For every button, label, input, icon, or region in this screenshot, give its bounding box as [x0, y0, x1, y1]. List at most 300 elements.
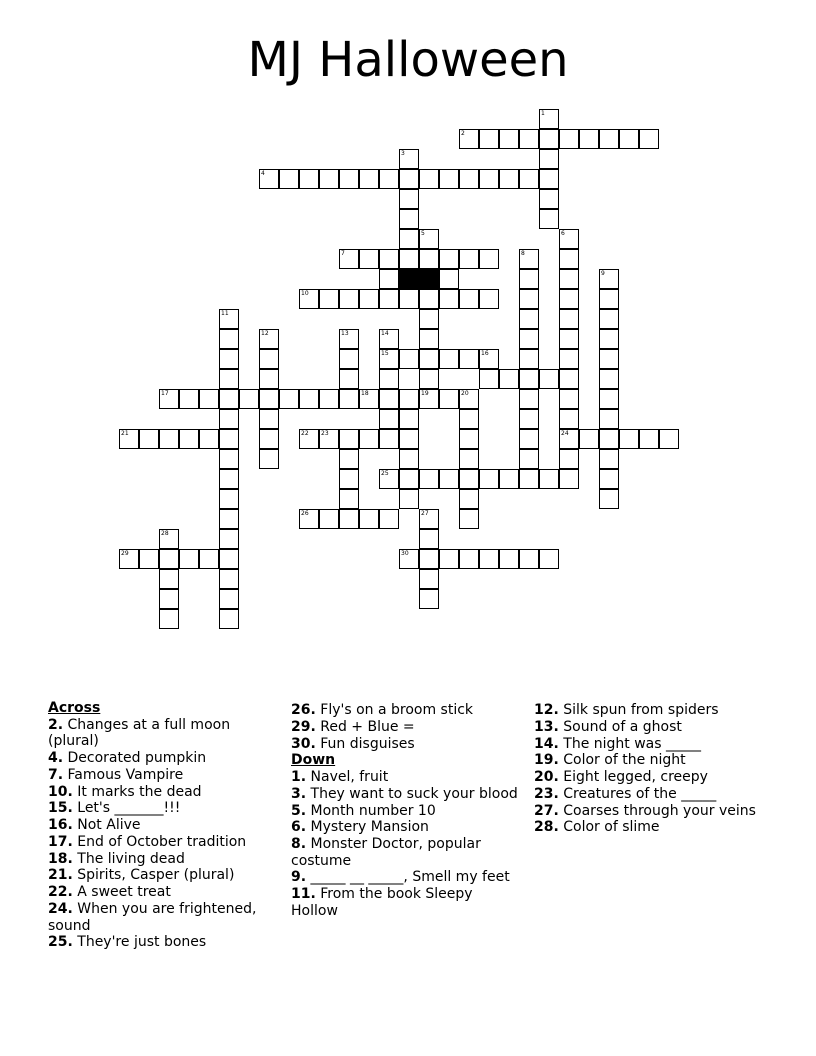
clue-number: 22. [48, 884, 73, 901]
grid-cell[interactable] [519, 409, 539, 429]
grid-cell[interactable] [339, 449, 359, 469]
grid-cell[interactable] [559, 289, 579, 309]
clues-column-1 [48, 700, 278, 951]
grid-cell[interactable] [599, 289, 619, 309]
grid-cell[interactable] [539, 149, 559, 169]
grid-cell[interactable] [299, 389, 319, 409]
grid-cell[interactable] [399, 449, 419, 469]
grid-cell[interactable] [219, 469, 239, 489]
clue-text: End of October tradition [72, 833, 247, 850]
grid-cell[interactable] [459, 469, 479, 489]
grid-cell[interactable] [399, 409, 419, 429]
grid-cell[interactable] [339, 389, 359, 409]
grid-cell[interactable] [599, 469, 619, 489]
grid-cell[interactable] [579, 129, 599, 149]
grid-cell[interactable] [359, 429, 379, 449]
grid-cell[interactable] [219, 489, 239, 509]
grid-cell[interactable] [419, 569, 439, 589]
grid-cell[interactable] [419, 289, 439, 309]
grid-cell[interactable] [379, 169, 399, 189]
grid-cell[interactable] [299, 169, 319, 189]
clue-number-label: 5 [421, 230, 425, 237]
grid-cell[interactable] [539, 189, 559, 209]
clue-number: 4. [48, 749, 64, 766]
grid-cell[interactable] [459, 349, 479, 369]
grid-cell[interactable] [419, 329, 439, 349]
grid-cell[interactable] [159, 549, 179, 569]
grid-cell[interactable] [219, 569, 239, 589]
clue-item [534, 702, 774, 719]
clue-text: From the book Sleepy Hollow [291, 886, 473, 919]
grid-cell[interactable] [379, 249, 399, 269]
grid-cell[interactable] [219, 549, 239, 569]
grid-cell[interactable] [319, 509, 339, 529]
grid-cell[interactable] [499, 169, 519, 189]
clue-number: 3. [291, 785, 307, 802]
clue-item [291, 869, 521, 886]
across-heading: Across [48, 700, 101, 716]
clue-number-label: 14 [381, 330, 389, 337]
clue-text: Famous Vampire [63, 766, 184, 783]
grid-cell[interactable] [419, 469, 439, 489]
grid-cell[interactable] [519, 129, 539, 149]
grid-cell[interactable] [559, 249, 579, 269]
clue-item [48, 800, 278, 817]
clue-item [291, 819, 521, 836]
clue-number: 30. [291, 735, 316, 752]
grid-cell[interactable] [459, 509, 479, 529]
grid-cell[interactable] [619, 129, 639, 149]
clue-text: A sweet treat [72, 884, 171, 901]
clue-number: 25. [48, 934, 73, 951]
clue-item [291, 786, 521, 803]
grid-cell[interactable] [399, 189, 419, 209]
grid-cell[interactable] [479, 169, 499, 189]
grid-cell[interactable] [519, 549, 539, 569]
clue-number: 11. [291, 886, 316, 903]
grid-cell[interactable] [259, 429, 279, 449]
grid-cell[interactable] [439, 469, 459, 489]
clue-number-label: 30 [401, 550, 409, 557]
clue-item [291, 719, 521, 736]
grid-cell[interactable] [379, 289, 399, 309]
clue-number-label: 28 [161, 530, 169, 537]
grid-cell[interactable] [259, 349, 279, 369]
clue-number-label: 12 [261, 330, 269, 337]
grid-cell[interactable] [199, 389, 219, 409]
grid-cell[interactable] [339, 369, 359, 389]
clue-text: Fun disguises [315, 735, 415, 752]
grid-cell[interactable] [459, 169, 479, 189]
grid-cell[interactable] [219, 389, 239, 409]
clue-text: _____ __ _____, Smell my feet [306, 869, 510, 886]
clue-number: 28. [534, 819, 559, 836]
grid-cell[interactable] [219, 369, 239, 389]
grid-cell[interactable] [279, 169, 299, 189]
clue-number-label: 4 [261, 170, 265, 177]
grid-cell[interactable] [399, 429, 419, 449]
grid-cell[interactable] [539, 549, 559, 569]
grid-cell[interactable] [339, 509, 359, 529]
grid-cell[interactable] [519, 349, 539, 369]
grid-cell[interactable] [399, 229, 419, 249]
clues-column-2 [291, 702, 521, 920]
clue-number-label: 3 [401, 150, 405, 157]
grid-cell[interactable] [559, 449, 579, 469]
grid-cell[interactable] [339, 429, 359, 449]
grid-cell[interactable] [379, 389, 399, 409]
clue-text: Decorated pumpkin [63, 749, 207, 766]
grid-cell[interactable] [139, 429, 159, 449]
clue-number: 17. [48, 833, 73, 850]
clue-number: 10. [48, 783, 73, 800]
clue-text: Spirits, Casper (plural) [72, 867, 235, 884]
grid-cell[interactable] [179, 429, 199, 449]
clue-number: 9. [291, 869, 307, 886]
clue-item [534, 803, 774, 820]
grid-cell[interactable] [499, 129, 519, 149]
clue-item [48, 717, 278, 750]
grid-cell[interactable] [399, 209, 419, 229]
grid-cell[interactable] [559, 269, 579, 289]
grid-cell[interactable] [519, 329, 539, 349]
clue-number-label: 23 [321, 430, 329, 437]
grid-cell[interactable] [659, 429, 679, 449]
clue-text: Silk spun from spiders [558, 702, 719, 718]
grid-cell[interactable] [419, 369, 439, 389]
clue-number: 8. [291, 836, 307, 853]
clue-number-label: 2 [461, 130, 465, 137]
grid-cell[interactable] [439, 349, 459, 369]
clue-number: 2. [48, 716, 64, 733]
grid-cell[interactable] [459, 489, 479, 509]
grid-cell[interactable] [519, 469, 539, 489]
clue-number: 6. [291, 819, 307, 836]
clue-text: It marks the dead [72, 783, 202, 800]
clue-number-label: 11 [221, 310, 229, 317]
grid-cell[interactable] [459, 409, 479, 429]
grid-cell[interactable] [259, 369, 279, 389]
grid-cell[interactable] [519, 449, 539, 469]
grid-cell[interactable] [419, 169, 439, 189]
clue-text: The night was _____ [558, 735, 701, 752]
clue-number-label: 18 [361, 390, 369, 397]
grid-cell[interactable] [459, 429, 479, 449]
clue-text: Sound of a ghost [558, 718, 682, 735]
grid-cell[interactable] [439, 269, 459, 289]
clue-number: 13. [534, 718, 559, 735]
grid-cell[interactable] [419, 529, 439, 549]
grid-cell[interactable] [479, 249, 499, 269]
grid-cell[interactable] [359, 169, 379, 189]
grid-cell-black [419, 269, 439, 289]
clue-number: 14. [534, 735, 559, 752]
clue-number-label: 19 [421, 390, 429, 397]
grid-cell[interactable] [219, 349, 239, 369]
grid-cell[interactable] [219, 429, 239, 449]
clue-number-label: 25 [381, 470, 389, 477]
grid-cell[interactable] [399, 469, 419, 489]
clue-number-label: 17 [161, 390, 169, 397]
clue-text: Red + Blue = [315, 718, 415, 735]
clue-number: 20. [534, 769, 559, 786]
clue-item [48, 901, 278, 934]
grid-cell[interactable] [319, 169, 339, 189]
clue-number-label: 22 [301, 430, 309, 437]
grid-cell[interactable] [419, 589, 439, 609]
clue-item [534, 769, 774, 786]
grid-cell[interactable] [339, 169, 359, 189]
grid-cell[interactable] [139, 549, 159, 569]
grid-cell[interactable] [219, 329, 239, 349]
grid-cell[interactable] [439, 389, 459, 409]
grid-cell[interactable] [319, 389, 339, 409]
grid-cell[interactable] [479, 549, 499, 569]
down-heading: Down [291, 752, 336, 769]
grid-cell[interactable] [499, 469, 519, 489]
clue-number: 26. [291, 702, 316, 718]
grid-cell[interactable] [159, 609, 179, 629]
grid-cell[interactable] [499, 549, 519, 569]
grid-cell[interactable] [519, 169, 539, 189]
grid-cell[interactable] [619, 429, 639, 449]
clue-text: Coarses through your veins [558, 802, 756, 819]
grid-cell[interactable] [599, 349, 619, 369]
grid-cell[interactable] [379, 429, 399, 449]
grid-cell[interactable] [519, 309, 539, 329]
grid-cell[interactable] [439, 249, 459, 269]
grid-cell[interactable] [479, 469, 499, 489]
grid-cell[interactable] [559, 369, 579, 389]
grid-cell[interactable] [599, 449, 619, 469]
clue-item [291, 702, 521, 719]
grid-cell[interactable] [399, 169, 419, 189]
clue-text: Mystery Mansion [306, 819, 429, 836]
clue-text: They want to suck your blood [306, 785, 518, 802]
clue-item [48, 851, 278, 868]
clue-number: 24. [48, 901, 73, 917]
clue-item [291, 803, 521, 820]
clue-text: The living dead [72, 850, 185, 867]
clue-number-label: 15 [381, 350, 389, 357]
grid-cell[interactable] [359, 289, 379, 309]
grid-cell[interactable] [379, 369, 399, 389]
clue-text: Creatures of the _____ [558, 785, 717, 802]
clue-item [48, 884, 278, 901]
grid-cell[interactable] [459, 289, 479, 309]
grid-cell[interactable] [559, 349, 579, 369]
grid-cell[interactable] [559, 409, 579, 429]
grid-cell[interactable] [399, 389, 419, 409]
grid-cell[interactable] [379, 509, 399, 529]
clue-item [291, 886, 521, 919]
grid-cell[interactable] [359, 509, 379, 529]
clue-number: 27. [534, 802, 559, 819]
grid-cell[interactable] [459, 249, 479, 269]
grid-cell[interactable] [259, 389, 279, 409]
grid-cell[interactable] [599, 409, 619, 429]
clue-text: Not Alive [72, 817, 141, 834]
clue-item [291, 836, 521, 869]
clue-item [534, 786, 774, 803]
grid-cell[interactable] [379, 409, 399, 429]
grid-cell[interactable] [379, 269, 399, 289]
clue-number: 16. [48, 817, 73, 834]
clue-number-label: 29 [121, 550, 129, 557]
clue-text: Changes at a full moon (plural) [48, 716, 231, 750]
grid-cell[interactable] [539, 369, 559, 389]
clue-item [534, 752, 774, 769]
grid-cell[interactable] [259, 449, 279, 469]
clue-number-label: 21 [121, 430, 129, 437]
grid-cell[interactable] [519, 269, 539, 289]
clue-text: Color of the night [558, 752, 686, 769]
grid-cell[interactable] [439, 169, 459, 189]
grid-cell[interactable] [599, 329, 619, 349]
grid-cell[interactable] [639, 129, 659, 149]
clue-number: 5. [291, 802, 307, 819]
grid-cell[interactable] [519, 429, 539, 449]
clue-item [48, 784, 278, 801]
grid-cell[interactable] [419, 249, 439, 269]
clue-text: Fly's on a broom stick [315, 702, 474, 718]
grid-cell[interactable] [499, 369, 519, 389]
puzzle-title: MJ Halloween [247, 32, 569, 88]
grid-cell[interactable] [559, 129, 579, 149]
grid-cell[interactable] [599, 369, 619, 389]
grid-cell[interactable] [599, 489, 619, 509]
clue-number-label: 1 [541, 110, 545, 117]
clue-number: 18. [48, 850, 73, 867]
clue-item [291, 736, 521, 753]
clue-item [48, 934, 278, 951]
grid-cell[interactable] [339, 349, 359, 369]
grid-cell[interactable] [219, 409, 239, 429]
grid-cell[interactable] [159, 429, 179, 449]
grid-cell[interactable] [559, 389, 579, 409]
clue-item [48, 750, 278, 767]
grid-cell[interactable] [219, 589, 239, 609]
grid-cell[interactable] [439, 549, 459, 569]
clue-text: Let's _______!!! [72, 800, 181, 817]
grid-cell[interactable] [279, 389, 299, 409]
clue-item [291, 769, 521, 786]
grid-cell[interactable] [539, 469, 559, 489]
grid-cell[interactable] [559, 329, 579, 349]
clue-number: 15. [48, 800, 73, 817]
clue-number-label: 10 [301, 290, 309, 297]
grid-cell[interactable] [339, 289, 359, 309]
grid-cell[interactable] [399, 249, 419, 269]
grid-cell[interactable] [539, 129, 559, 149]
grid-cell[interactable] [399, 489, 419, 509]
clue-item [48, 767, 278, 784]
clue-text: Navel, fruit [306, 768, 389, 785]
grid-cell[interactable] [599, 309, 619, 329]
clue-number-label: 16 [481, 350, 489, 357]
grid-cell[interactable] [419, 349, 439, 369]
grid-cell[interactable] [479, 369, 499, 389]
clue-number: 21. [48, 867, 73, 884]
grid-cell[interactable] [439, 289, 459, 309]
clue-number-label: 8 [521, 250, 525, 257]
clue-number: 7. [48, 766, 64, 783]
clue-number: 1. [291, 768, 307, 785]
grid-cell[interactable] [539, 169, 559, 189]
grid-cell[interactable] [599, 429, 619, 449]
grid-cell[interactable] [219, 509, 239, 529]
grid-cell[interactable] [339, 469, 359, 489]
grid-cell[interactable] [399, 349, 419, 369]
clue-number: 19. [534, 752, 559, 769]
grid-cell[interactable] [159, 589, 179, 609]
clue-item [48, 867, 278, 884]
clue-number-label: 24 [561, 430, 569, 437]
grid-cell-black [399, 269, 419, 289]
grid-cell[interactable] [559, 469, 579, 489]
clue-text: They're just bones [72, 934, 207, 951]
clue-number: 23. [534, 785, 559, 802]
clues-column-3 [534, 702, 774, 836]
clue-number-label: 27 [421, 510, 429, 517]
grid-cell[interactable] [219, 609, 239, 629]
grid-cell[interactable] [459, 549, 479, 569]
grid-cell[interactable] [519, 289, 539, 309]
grid-cell[interactable] [479, 129, 499, 149]
grid-cell[interactable] [579, 429, 599, 449]
clue-item [48, 817, 278, 834]
clue-text: Eight legged, creepy [558, 769, 708, 786]
clue-item [534, 819, 774, 836]
grid-cell[interactable] [319, 289, 339, 309]
clue-item [534, 719, 774, 736]
clue-item [48, 834, 278, 851]
grid-cell[interactable] [519, 369, 539, 389]
clue-text: Month number 10 [306, 802, 436, 819]
grid-cell[interactable] [199, 549, 219, 569]
grid-cell[interactable] [339, 489, 359, 509]
grid-cell[interactable] [159, 569, 179, 589]
grid-cell[interactable] [459, 449, 479, 469]
grid-cell[interactable] [599, 389, 619, 409]
grid-cell[interactable] [519, 389, 539, 409]
grid-cell[interactable] [359, 249, 379, 269]
grid-cell[interactable] [599, 129, 619, 149]
clue-item [534, 736, 774, 753]
grid-cell[interactable] [419, 309, 439, 329]
grid-cell[interactable] [219, 529, 239, 549]
grid-cell[interactable] [239, 389, 259, 409]
clue-number: 29. [291, 718, 316, 735]
grid-cell[interactable] [639, 429, 659, 449]
clue-number-label: 13 [341, 330, 349, 337]
grid-cell[interactable] [199, 429, 219, 449]
grid-cell[interactable] [179, 549, 199, 569]
clue-number: 12. [534, 702, 559, 718]
grid-cell[interactable] [479, 289, 499, 309]
clue-text: Monster Doctor, popular costume [291, 836, 481, 869]
grid-cell[interactable] [559, 309, 579, 329]
grid-cell[interactable] [219, 449, 239, 469]
grid-cell[interactable] [259, 409, 279, 429]
grid-cell[interactable] [179, 389, 199, 409]
clue-text: When you are frightened, sound [48, 901, 257, 934]
clue-number-label: 6 [561, 230, 565, 237]
grid-cell[interactable] [399, 289, 419, 309]
clue-number-label: 9 [601, 270, 605, 277]
grid-cell[interactable] [419, 549, 439, 569]
grid-cell[interactable] [539, 209, 559, 229]
